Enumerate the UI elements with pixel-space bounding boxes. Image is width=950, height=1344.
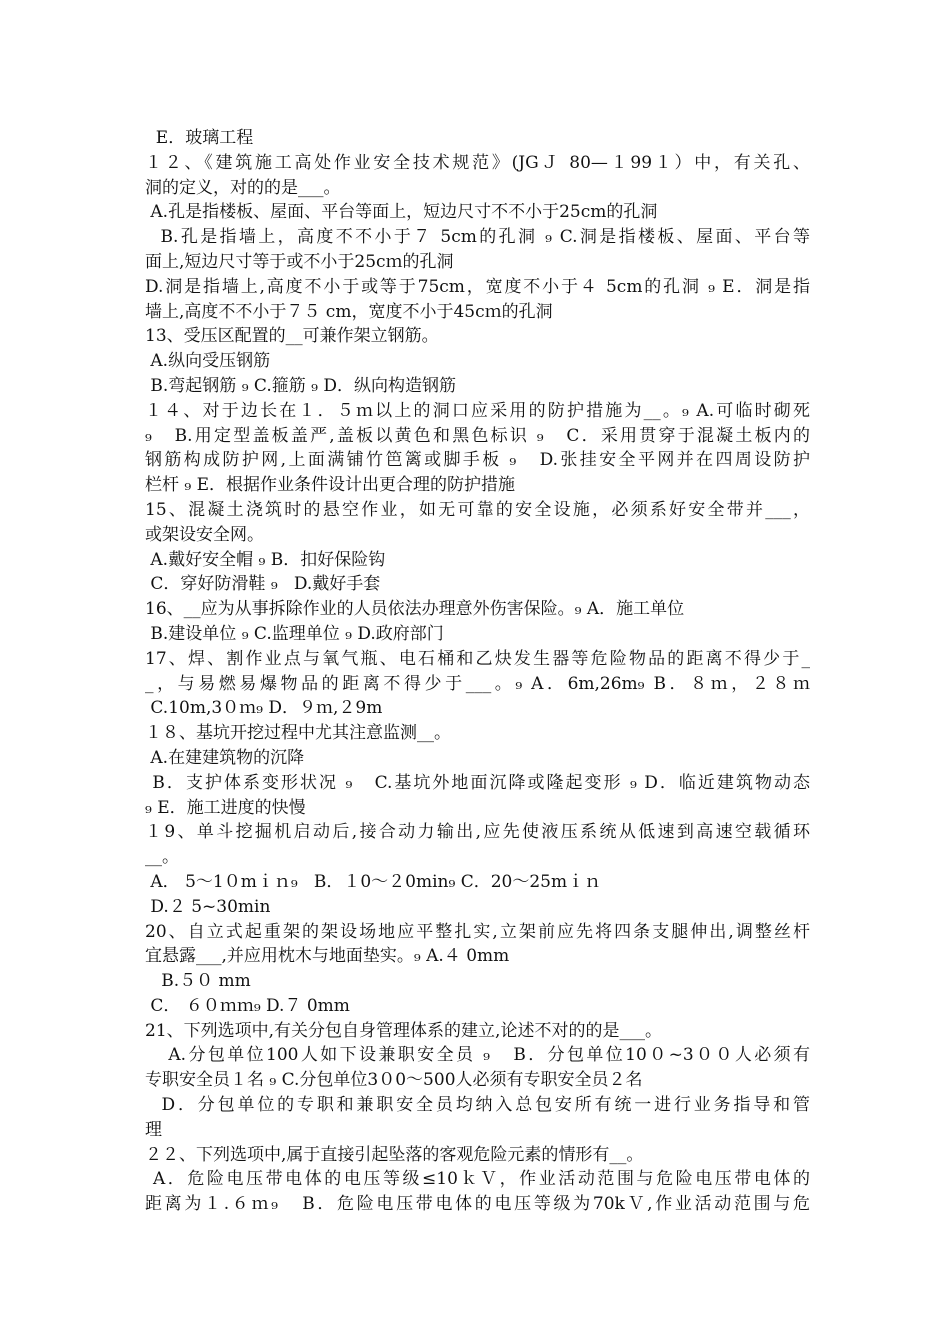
text-line: 墙上,高度不不小于７５ cm，宽度不小于45cｍ的孔洞 [145, 301, 553, 322]
text-line: D．分包单位的专职和兼职安全员均纳入总包安所有统一进行业务指导和管 [145, 1095, 810, 1116]
text-line: 距离为１.６ｍ₉ B．危险电压带电体的电压等级为70kＶ,作业活动范围与危 [145, 1194, 810, 1215]
text-line: 16、__应为从事拆除作业的人员依法办理意外伤害保险。₉ A．施工单位 [145, 599, 685, 620]
text-line: 20、自立式起重架的架设场地应平整扎实,立架前应先将四条支腿伸出,调整丝杆 [145, 921, 810, 942]
text-line: １４、对于边长在１．５ｍ以上的洞口应采用的防护措施为__。₉ A.可临时砌死 [145, 400, 810, 421]
text-line: 钢筋构成防护网,上面满铺竹笆篱或脚手板 ₉ D.张挂安全平网并在四周设防护 [145, 450, 810, 471]
text-line: 13、受压区配置的__可兼作架立钢筋。 [145, 326, 439, 347]
text-line: 面上,短边尺寸等于或不小于25cｍ的孔洞 [145, 251, 454, 272]
text-line: 专职安全员１名 ₉ C.分包单位3０0～500人必须有专职安全员２名 [145, 1070, 643, 1091]
text-line: ₉ B.用定型盖板盖严,盖板以黄色和黑色标识 ₉ C．采用贯穿于混凝土板内的 [145, 425, 810, 446]
text-line: １２、《建筑施工高处作业安全技术规范》(JGＪ 80—１99１）中，有关孔、 [145, 152, 810, 173]
text-line: B.孔是指墙上，高度不不小于７ 5cm的孔洞 ₉ C.洞是指楼板、屋面、平台等 [145, 227, 810, 248]
text-line: A.孔是指楼板、屋面、平台等面上，短边尺寸不不小于25cm的孔洞 [145, 202, 658, 223]
document-page [145, 126, 810, 1217]
text-line: E．玻璃工程 [145, 128, 254, 148]
text-line: A.分包单位100人如下设兼职安全员 ₉ B．分包单位10０~3００人必须有 [145, 1045, 810, 1066]
text-line: ２２、下列选项中,属于直接引起坠落的客观危险元素的情形有__。 [145, 1144, 644, 1165]
text-line: A． 5～1０mｉｎ₉ B．１0～２0min₉ C．20～25mｉｎ [145, 871, 602, 892]
text-line: _，与易燃易爆物品的距离不得少于___。₉ A．6m,26m₉ B．８ｍ，２８ｍ [145, 673, 810, 694]
text-line: B.弯起钢筋 ₉ C.箍筋 ₉ D．纵向构造钢筋 [145, 375, 456, 396]
text-line: １9、单斗挖掘机启动后,接合动力输出,应先使液压系统从低速到高速空载循环 [145, 822, 810, 843]
text-line: C． ６０ｍｍ₉ D.７ 0mm [145, 995, 350, 1016]
text-line: ₉ E．施工进度的快慢 [145, 797, 306, 818]
text-line: 21、下列选项中,有关分包自身管理体系的建立,论述不对的的是___。 [145, 1020, 662, 1041]
text-line: 理 [145, 1119, 162, 1140]
text-line: C．穿好防滑鞋 ₉ D.戴好手套 [145, 574, 381, 595]
text-line: B.建设单位 ₉ C.监理单位 ₉ D.政府部门 [145, 623, 444, 644]
text-line: C.10m,3０ｍ₉ D．９ｍ,２9m [145, 698, 383, 719]
text-line: D.２ 5~30min [145, 896, 271, 917]
text-line: A.戴好安全帽 ₉ B．扣好保险钩 [145, 549, 386, 570]
text-line: 15、混凝土浇筑时的悬空作业，如无可靠的安全设施，必须系好安全带并___， [145, 499, 810, 520]
text-line: 17、焊、割作业点与氧气瓶、电石桶和乙炔发生器等危险物品的距离不得少于_ [145, 648, 810, 669]
text-line: A．危险电压带电体的电压等级≤10ｋＶ，作业活动范围与危险电压带电体的 [145, 1169, 810, 1190]
text-line: A.纵向受压钢筋 [145, 351, 271, 372]
text-line: 或架设安全网。 [145, 524, 264, 545]
text-line: B．支护体系变形状况 ₉ C.基坑外地面沉降或隆起变形 ₉ D．临近建筑物动态 [145, 772, 810, 793]
text-line: 宜悬露___,并应用枕木与地面垫实。₉ A.４ 0mm [145, 946, 510, 967]
text-line: A.在建建筑物的沉降 [145, 747, 305, 768]
text-line: B.５０ mm [145, 971, 251, 992]
text-line: 栏杆 ₉ E．根据作业条件设计出更合理的防护措施 [145, 475, 516, 496]
text-line: __。 [145, 847, 179, 868]
text-line: D.洞是指墙上,高度不小于或等于75cm，宽度不小于４ 5cm的孔洞 ₉ E．洞是指 [145, 276, 810, 297]
text-line: １８、基坑开挖过程中尤其注意监测__。 [145, 723, 451, 744]
text-line: 洞的定义，对的的是___。 [145, 177, 341, 198]
